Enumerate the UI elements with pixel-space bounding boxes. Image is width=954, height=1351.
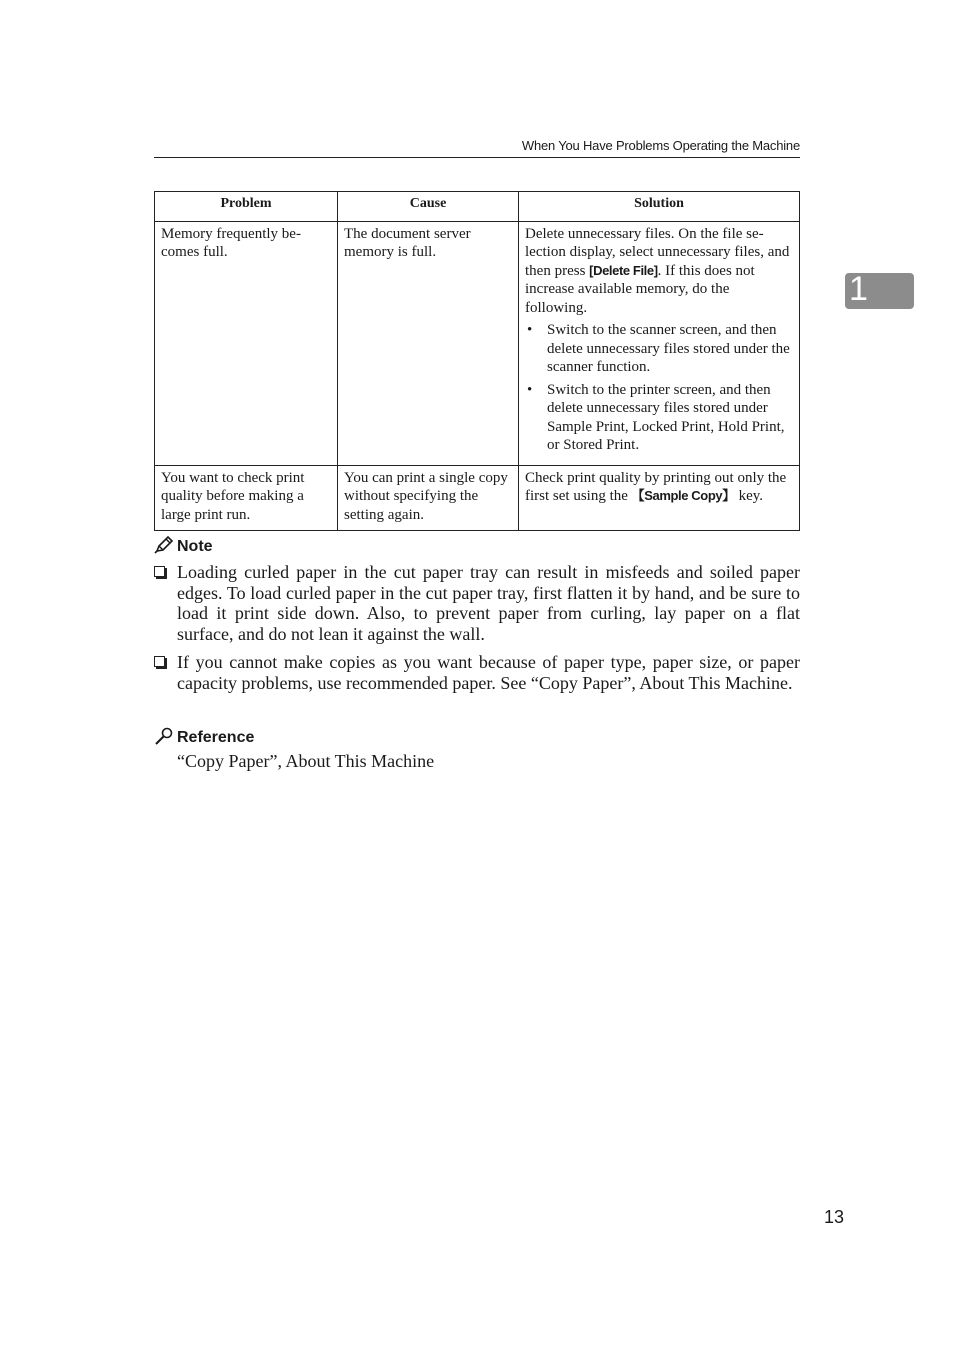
- chapter-number: 1: [849, 270, 868, 308]
- note-list: [154, 562, 800, 700]
- solution-cell: [519, 465, 800, 531]
- checkbox-bullet-icon: [154, 566, 165, 577]
- list-item: [525, 381, 793, 455]
- solution-text: Check print quality by printing out only the first set using the: [525, 469, 787, 504]
- cause-cell: You can print a single copy without specifying the setting again.: [338, 465, 519, 531]
- list-item: [154, 652, 800, 693]
- table-header-row: [155, 192, 800, 222]
- solution-text: key.: [734, 488, 763, 504]
- list-item: [154, 562, 800, 645]
- column-header-problem: Problem: [155, 192, 338, 222]
- solution-bullet-list: [525, 321, 793, 455]
- page-number: 13: [824, 1207, 845, 1227]
- delete-file-key: [Delete File]: [589, 262, 658, 278]
- bullet-text: Switch to the scanner screen, and then delete unnecessary files stored under the scanner function.: [547, 322, 790, 375]
- note-heading: [154, 536, 213, 556]
- reference-text: “Copy Paper”, About This Machine: [177, 751, 435, 771]
- column-header-cause: Cause: [338, 192, 519, 222]
- note-text: Loading curled paper in the cut paper tray can result in misfeeds and soiled paper edges. To load curled paper in the cut paper tray, first flatten it by hand, and be sure to load it print side down. Also, to prevent paper from curling, lay paper on a flat surface, and do not lean it against the wall.: [177, 562, 800, 645]
- column-header-solution: Solution: [519, 192, 800, 222]
- problem-cell: Memory frequently be-comes full.: [155, 221, 338, 465]
- note-text: If you cannot make copies as you want because of paper type, paper size, or paper capacity problems, use recommended paper. See “Copy Paper”, About This Machine.: [177, 651, 800, 693]
- bullet: •: [527, 381, 533, 398]
- reference-title: Reference: [177, 729, 255, 746]
- solution-text: . If this does not increase available memory, do the following.: [525, 262, 755, 316]
- table-row: [155, 221, 800, 465]
- cause-cell: The document server memory is full.: [338, 221, 519, 465]
- solution-text: Delete unnecessary files. On the file se-lection display, select unnecessary files, and then press: [525, 225, 790, 279]
- troubleshooting-table: [154, 191, 800, 531]
- table-row: [155, 465, 800, 531]
- solution-cell: [519, 221, 800, 465]
- bullet-text: Switch to the printer screen, and then delete unnecessary files stored under Sample Print, Locked Print, Hold Print, or Stored Print.: [547, 381, 785, 453]
- running-header: When You Have Problems Operating the Machine: [154, 138, 800, 158]
- checkbox-bullet-icon: [154, 656, 165, 667]
- note-title: Note: [177, 538, 213, 555]
- problem-cell: You want to check print quality before making a large print run.: [155, 465, 338, 531]
- pencil-icon: [154, 536, 174, 554]
- bullet: •: [527, 322, 533, 338]
- list-item: [525, 321, 793, 377]
- reference-heading: [154, 727, 254, 747]
- chapter-tab: [845, 270, 914, 309]
- sample-copy-key: 【Sample Copy】: [631, 488, 735, 503]
- magnifier-icon: [154, 727, 174, 745]
